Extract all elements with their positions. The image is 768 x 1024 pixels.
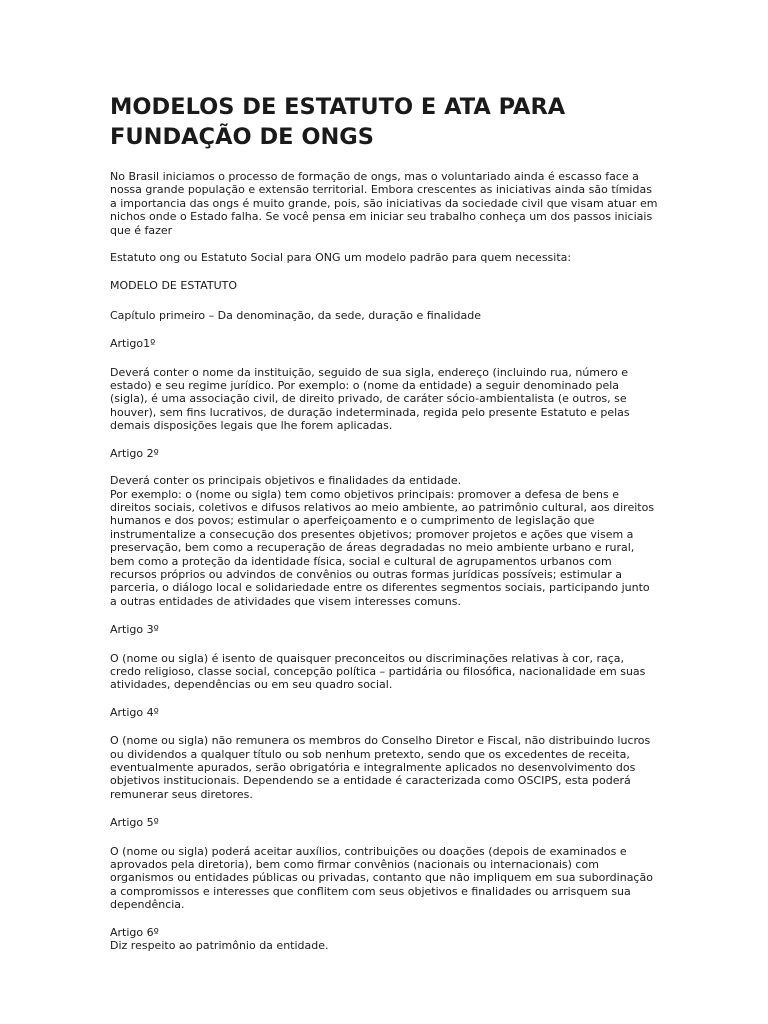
page-title — [110, 92, 650, 152]
article-line: a compromissos e interesses que conflitem com seus objetivos e finalidades ou arrisquem sua — [110, 884, 631, 898]
article-line: atividades, dependências ou em seu quadro social. — [110, 678, 393, 692]
article-line: remunerar seus diretores. — [110, 787, 253, 801]
article-heading: Artigo 2º — [110, 446, 159, 460]
article-body — [110, 734, 650, 801]
article-line: humanos e dos povos; estimular o aperfeiçoamento e o cumprimento de legislação que — [110, 514, 595, 528]
article-body — [110, 652, 650, 692]
article-body — [110, 366, 650, 433]
article-line: a outras entidades de atividades que visem interesses comuns. — [110, 594, 461, 608]
article-line: (sigla), é uma associação civil, de direito privado, de caráter sócio-ambientalista (e outros, se — [110, 392, 627, 406]
article-line: O (nome ou sigla) não remunera os membros do Conselho Diretor e Fiscal, não distribuindo lucros — [110, 734, 651, 748]
article-heading: Artigo 6º — [110, 925, 159, 939]
article-line: instrumentalize a consecução dos presentes objetivos; promover projetos e ações que visem a — [110, 527, 634, 541]
intro-line: que é fazer — [110, 223, 173, 237]
article-line: organismos ou entidades públicas ou privadas, contanto que não impliquem em sua subordinação — [110, 871, 653, 885]
article-body — [110, 474, 655, 608]
article-line: parceria, o diálogo local e solidariedade entre os diferentes segmentos sociais, participando junto — [110, 581, 650, 595]
article-line: bem como a proteção da identidade física, social e cultural de agrupamentos urbanos com — [110, 554, 612, 568]
article-line: O (nome ou sigla) poderá aceitar auxílios, contribuições ou doações (depois de examinados e — [110, 844, 627, 858]
article-heading: Artigo 4º — [110, 705, 159, 719]
article-line: ou dividendos a qualquer título ou sob nenhum pretexto, sendo que os excedentes de receita, — [110, 747, 630, 761]
article-line: dependência. — [110, 898, 185, 912]
document-page — [110, 92, 658, 953]
article-body — [110, 939, 650, 952]
article-line: houver), sem fins lucrativos, de duração indeterminada, regida pelo presente Estatuto e pelas — [110, 405, 630, 419]
article-line: Diz respeito ao patrimônio da entidade. — [110, 939, 329, 953]
model-heading: MODELO DE ESTATUTO — [110, 279, 237, 293]
article-line: demais disposições legais que lhe forem aplicadas. — [110, 419, 393, 433]
article-line: Deverá conter os principais objetivos e finalidades da entidade. — [110, 474, 462, 488]
intro-line: nichos onde o Estado falha. Se você pensa em iniciar seu trabalho conheça um dos passos iniciais — [110, 210, 653, 224]
article-line: recursos próprios ou advindos de convênios ou outras formas jurídicas possíveis; estimular a — [110, 567, 623, 581]
title-line: MODELOS DE ESTATUTO E ATA PARA — [110, 94, 566, 120]
statement-paragraph: Estatuto ong ou Estatuto Social para ONG um modelo padrão para quem necessita: — [110, 251, 572, 265]
article-line: aprovados pela diretoria), bem como firmar convênios (nacionais ou internacionais) com — [110, 858, 599, 872]
article-heading: Artigo 5º — [110, 816, 159, 830]
article-line: eventualmente apurados, serão obrigatória e integralmente aplicados no desenvolvimento dos — [110, 761, 636, 774]
article-line: preservação, bem como a recuperação de áreas degradadas no meio ambiente urbano e rural, — [110, 541, 635, 555]
article-line: Deverá conter o nome da instituição, seguido de sua sigla, endereço (incluindo rua, número e — [110, 365, 629, 379]
article-line: Por exemplo: o (nome ou sigla) tem como objetivos principais: promover a defesa de bens e — [110, 487, 619, 501]
article-line: O (nome ou sigla) é isento de quaisquer preconceitos ou discriminações relativas à cor, raça, — [110, 651, 625, 665]
title-line: FUNDAÇÃO DE ONGS — [110, 124, 374, 150]
intro-line: a importancia das ongs é muito grande, pois, são iniciativas da sociedade civil que visam atuar em — [110, 196, 658, 210]
intro-line: No Brasil iniciamos o processo de formação de ongs, mas o voluntariado ainda é escasso face a — [110, 170, 639, 183]
article-body — [110, 844, 653, 912]
article-line: credo religioso, classe social, concepção política – partidária ou filosófica, nacionalidade em suas — [110, 664, 646, 678]
intro-paragraph — [110, 170, 658, 237]
article-heading: Artigo 3º — [110, 623, 159, 637]
intro-line: nossa grande população e extensão territorial. Embora crescentes as iniciativas ainda são tímidas — [110, 183, 652, 197]
article-heading: Artigo1º — [110, 337, 156, 351]
article-line: objetivos institucionais. Dependendo se a entidade é caracterizada como OSCIPS, esta poderá — [110, 774, 631, 788]
article-line: estado) e seu regime jurídico. Por exemplo: o (nome da entidade) a seguir denominado pela — [110, 379, 620, 393]
article-line: direitos sociais, coletivos e difusos relativos ao meio ambiente, ao patrimônio cultural, aos direitos — [110, 500, 655, 514]
chapter-heading: Capítulo primeiro – Da denominação, da sede, duração e finalidade — [110, 308, 481, 322]
